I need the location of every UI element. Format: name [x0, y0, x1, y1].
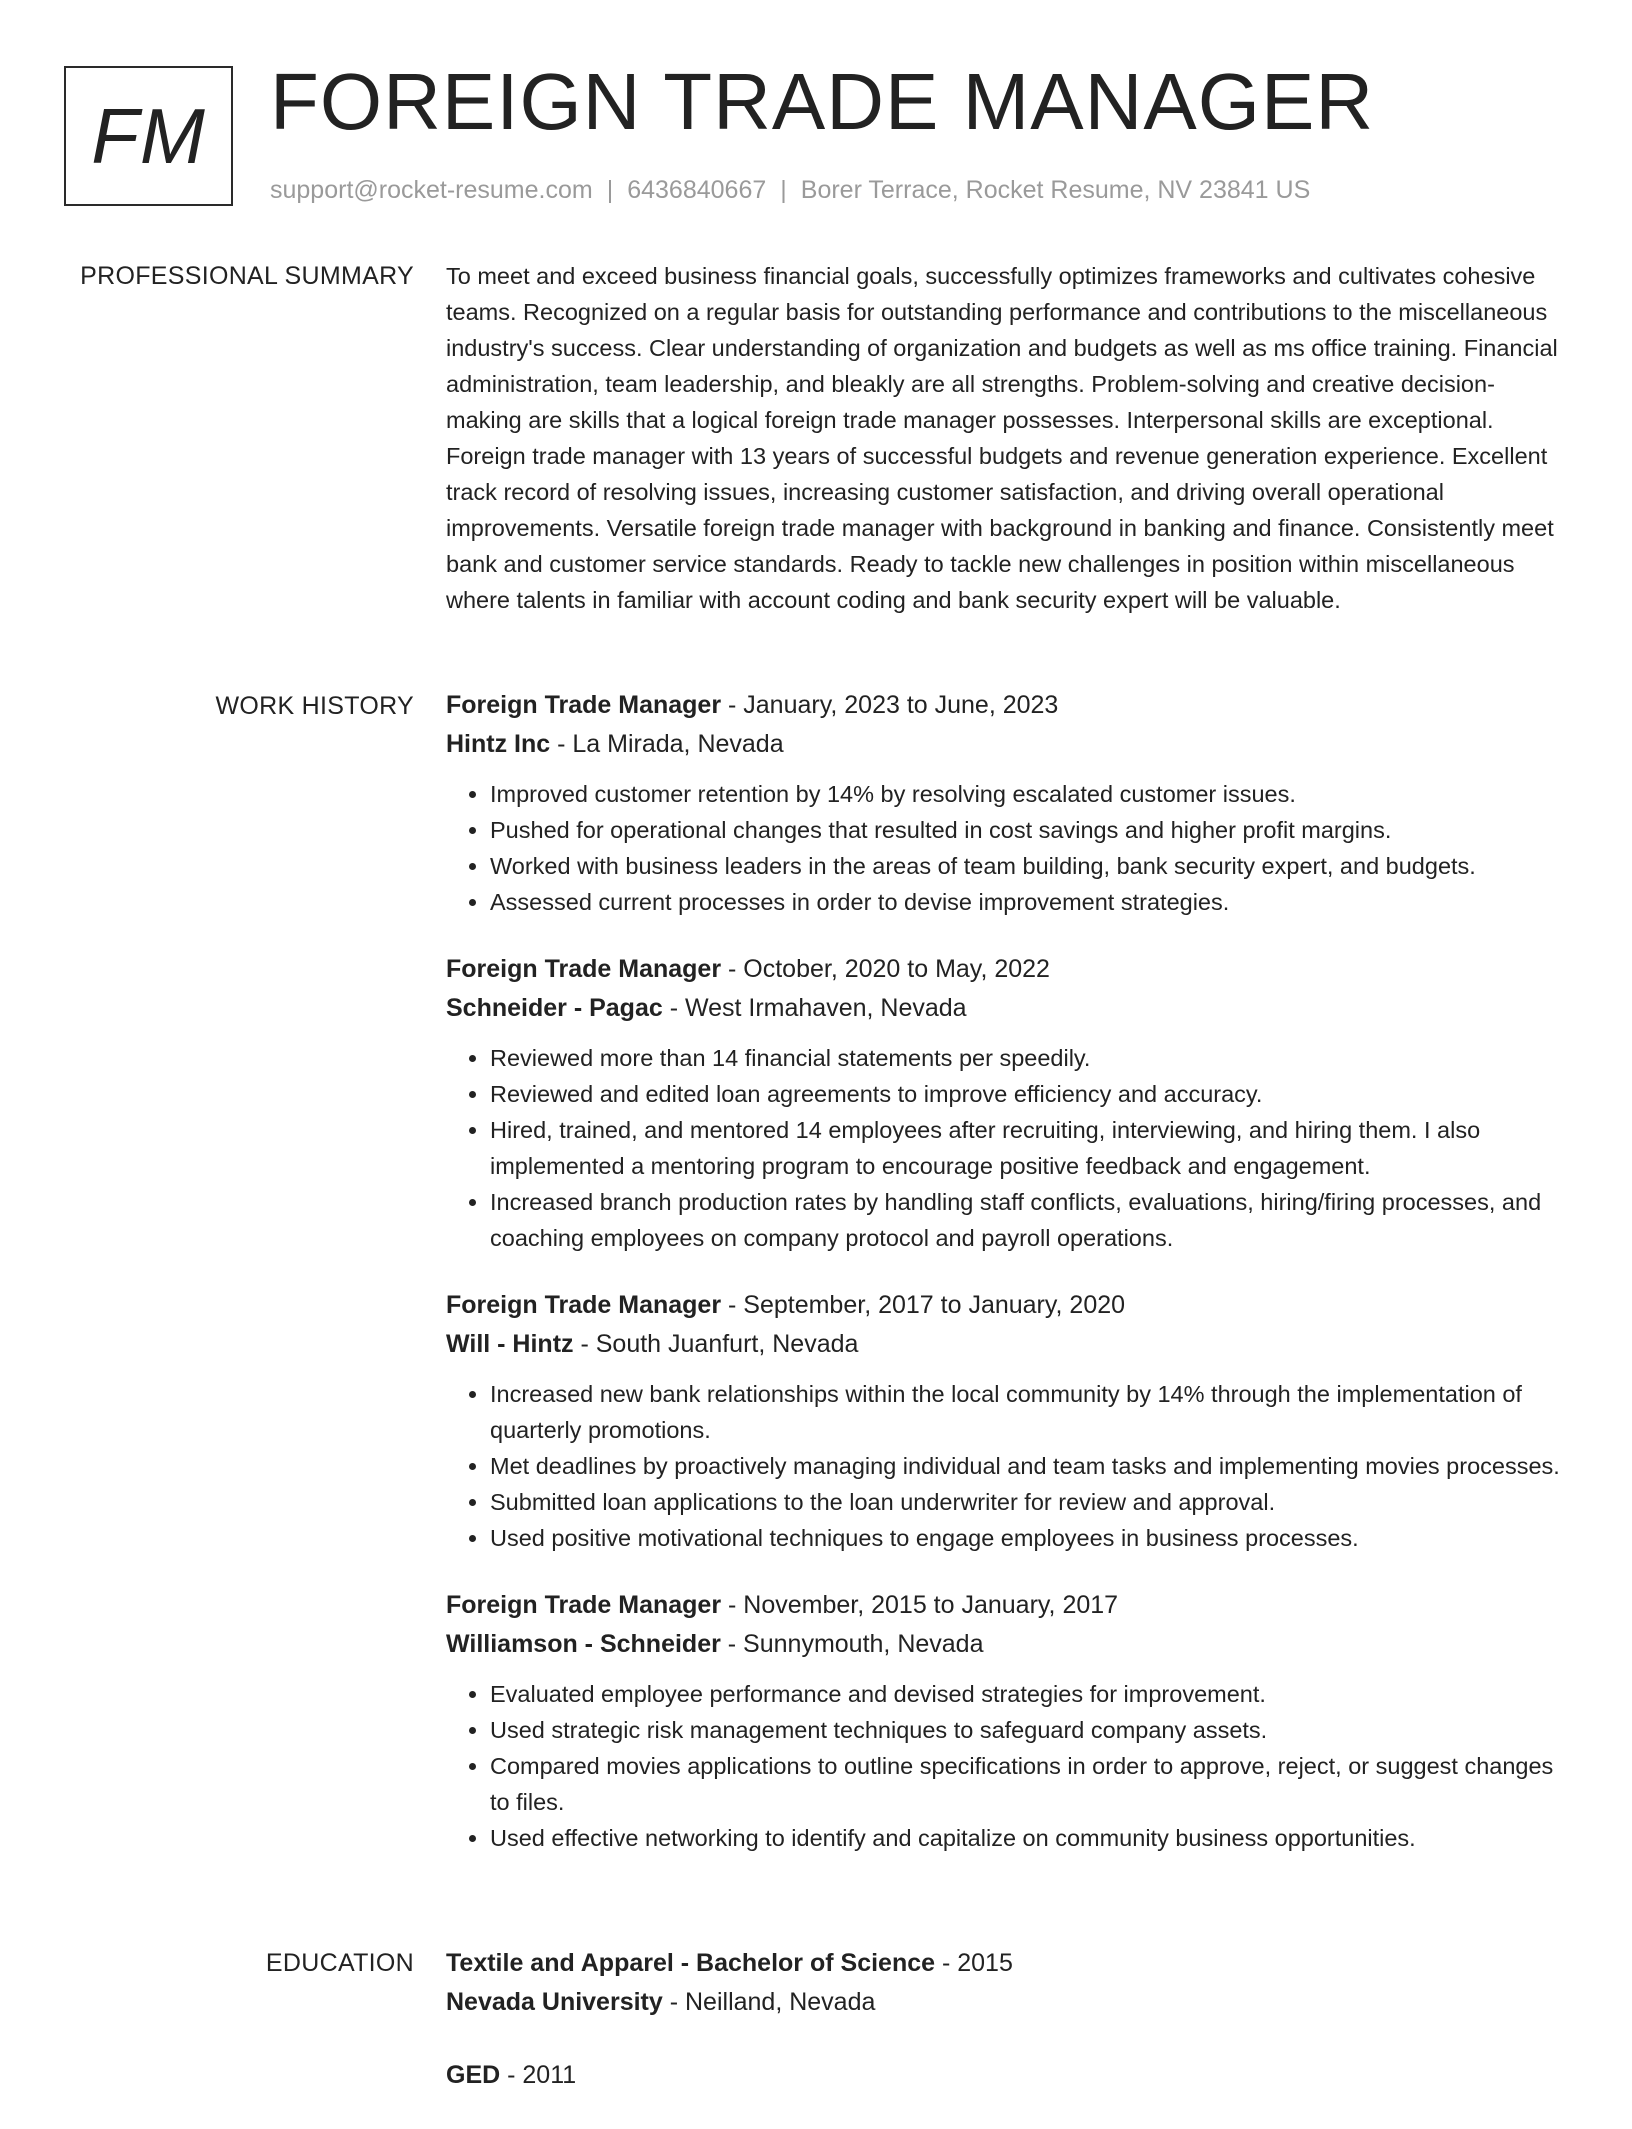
job-bullet: • Improved customer retention by 14% by resolving escalated customer issues. [490, 776, 1568, 812]
education-entry [446, 2056, 1568, 2095]
job-entry [446, 950, 1568, 1256]
job-location: - La Mirada, Nevada [550, 730, 784, 758]
education-year: - 2011 [500, 2061, 577, 2089]
job-company: Williamson - Schneider [446, 1630, 721, 1658]
job-title-line [446, 950, 1568, 989]
education-degree: Textile and Apparel - Bachelor of Science [446, 1949, 936, 1977]
job-bullets [446, 1676, 1568, 1856]
job-dates: - September, 2017 to January, 2020 [721, 1291, 1126, 1319]
job-company-line [446, 989, 1568, 1028]
job-title: Foreign Trade Manager [446, 691, 722, 719]
section-label-education: EDUCATION [265, 1949, 414, 1977]
job-bullet: • Used effective networking to identify and capitalize on community business opportunities. [490, 1820, 1568, 1856]
work-history-list [446, 686, 1568, 1886]
job-company-line [446, 725, 1568, 764]
section-label-summary: PROFESSIONAL SUMMARY [80, 262, 414, 290]
initials-monogram: FM [64, 66, 233, 206]
job-entry [446, 686, 1568, 920]
education-school: Nevada University [446, 1988, 663, 2016]
job-dates: - October, 2020 to May, 2022 [721, 955, 1050, 983]
education-list [446, 1944, 1568, 2129]
section-label-work: WORK HISTORY [215, 692, 414, 720]
job-title: Foreign Trade Manager [446, 955, 722, 983]
job-bullet: • Submitted loan applications to the loan underwriter for review and approval. [490, 1484, 1568, 1520]
job-entry [446, 1286, 1568, 1556]
education-year: - 2015 [935, 1949, 1013, 1977]
job-bullet: • Met deadlines by proactively managing individual and team tasks and implementing movies processes. [490, 1448, 1568, 1484]
job-bullet: • Reviewed and edited loan agreements to improve efficiency and accuracy. [490, 1076, 1568, 1112]
job-company-line [446, 1325, 1568, 1364]
job-location: - South Juanfurt, Nevada [573, 1330, 859, 1358]
summary-text: To meet and exceed business financial goals, successfully optimizes frameworks and cultivates cohesive teams. Recognized on a regular basis for outstanding performance and contributions to the miscellaneous industry's success. Clear understanding of organization and budgets as well as ms office training. Financial administration, team leadership, and bleakly are all strengths. Problem-solving and creative decision-making are skills that a logical foreign trade manager possesses. Interpersonal skills are exceptional. Foreign trade manager with 13 years of successful budgets and revenue generation experience. Excellent track record of resolving issues, increasing customer satisfaction, and driving overall operational improvements. Versatile foreign trade manager with background in banking and finance. Consistently meet bank and customer service standards. Ready to tackle new challenges in position within miscellaneous where talents in familiar with account coding and bank security expert will be valuable. [446, 263, 1558, 613]
job-bullet: • Worked with business leaders in the areas of team building, bank security expert, and budgets. [490, 848, 1568, 884]
education-location: - Neilland, Nevada [662, 1988, 876, 2016]
job-bullet: • Increased new bank relationships within the local community by 14% through the implementation of quarterly promotions. [490, 1376, 1568, 1448]
job-bullet: • Hired, trained, and mentored 14 employees after recruiting, interviewing, and hiring them. I also implemented a mentoring program to encourage positive feedback and engagement. [490, 1112, 1568, 1184]
job-bullets [446, 1040, 1568, 1256]
job-title-line [446, 1586, 1568, 1625]
job-bullet: • Increased branch production rates by handling staff conflicts, evaluations, hiring/firing processes, and coaching employees on company protocol and payroll operations. [490, 1184, 1568, 1256]
job-bullet: • Evaluated employee performance and devised strategies for improvement. [490, 1676, 1568, 1712]
job-bullet: • Assessed current processes in order to devise improvement strategies. [490, 884, 1568, 920]
page-title: FOREIGN TRADE MANAGER [270, 57, 1375, 146]
job-dates: - November, 2015 to January, 2017 [721, 1591, 1119, 1619]
education-degree-line [446, 1944, 1568, 1983]
job-company: Schneider - Pagac [446, 994, 663, 1022]
contact-separator: | [780, 176, 787, 204]
job-bullet: • Used positive motivational techniques to engage employees in business processes. [490, 1520, 1568, 1556]
job-entry [446, 1586, 1568, 1856]
education-entry [446, 1944, 1568, 2022]
job-company-line [446, 1625, 1568, 1664]
job-location: - Sunnymouth, Nevada [720, 1630, 984, 1658]
job-dates: - January, 2023 to June, 2023 [721, 691, 1059, 719]
job-title: Foreign Trade Manager [446, 1291, 722, 1319]
job-bullets [446, 1376, 1568, 1556]
contact-separator: | [606, 176, 614, 204]
contact-address: Borer Terrace, Rocket Resume, NV 23841 US [800, 176, 1311, 204]
job-company: Hintz Inc [446, 730, 551, 758]
contact-phone: 6436840667 [627, 176, 767, 204]
job-bullet: • Compared movies applications to outline specifications in order to approve, reject, or suggest changes to files. [490, 1748, 1568, 1820]
contact-line [270, 176, 1310, 205]
job-location: - West Irmahaven, Nevada [662, 994, 967, 1022]
job-company: Will - Hintz [446, 1330, 574, 1358]
education-degree-line [446, 2056, 1568, 2095]
job-title: Foreign Trade Manager [446, 1591, 722, 1619]
job-bullet: • Reviewed more than 14 financial statements per speedily. [490, 1040, 1568, 1076]
education-school-line [446, 1983, 1568, 2022]
summary-body [446, 258, 1568, 618]
job-bullet: • Pushed for operational changes that resulted in cost savings and higher profit margins. [490, 812, 1568, 848]
job-bullet: • Used strategic risk management techniques to safeguard company assets. [490, 1712, 1568, 1748]
contact-email: support@rocket-resume.com [270, 176, 593, 204]
job-title-line [446, 686, 1568, 725]
education-degree: GED [446, 2061, 501, 2089]
job-bullets [446, 776, 1568, 920]
job-title-line [446, 1286, 1568, 1325]
